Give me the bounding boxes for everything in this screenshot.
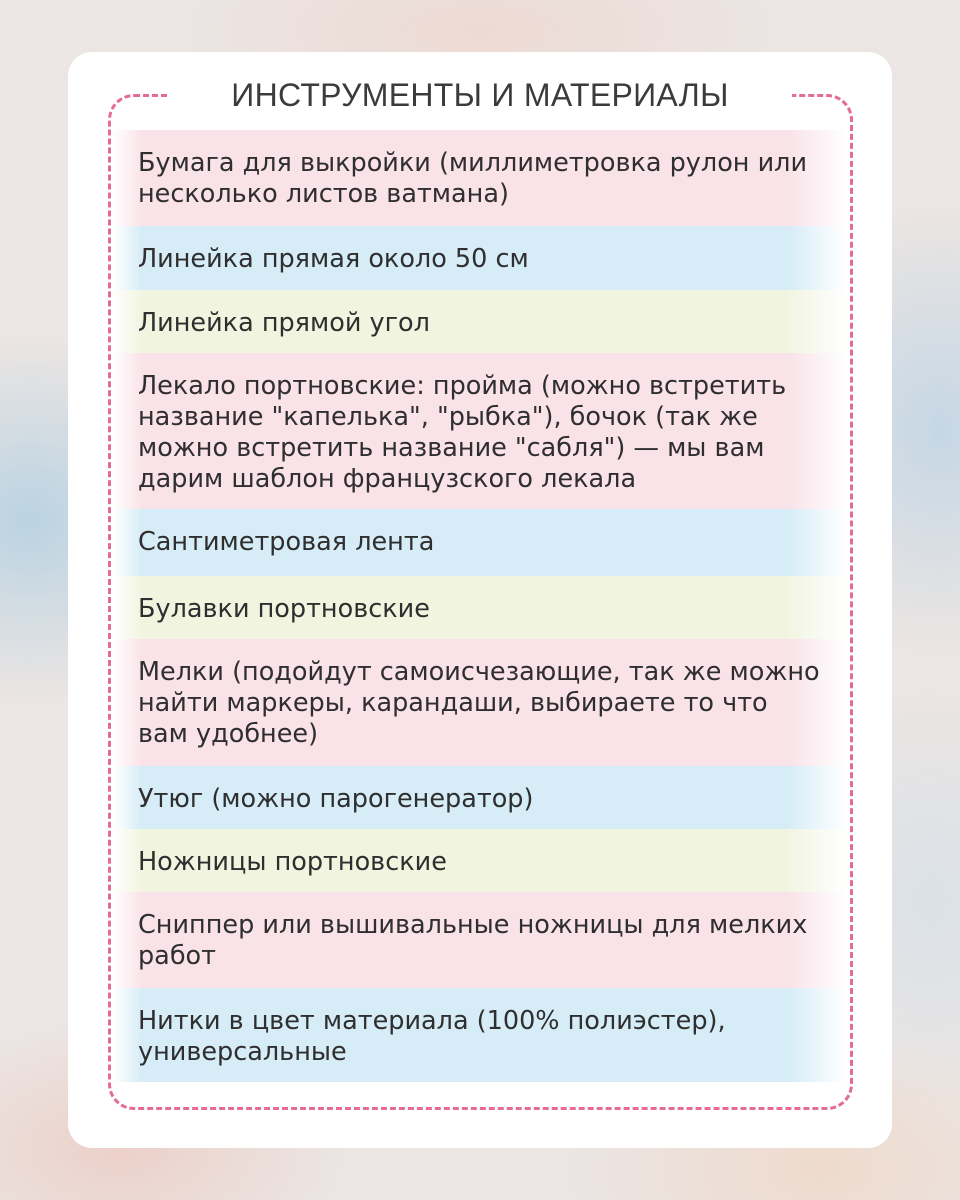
list-item-text: Линейка прямой угол [138,308,430,338]
list-item-pins [113,576,846,639]
page-title: ИНСТРУМЕНТЫ И МАТЕРИАЛЫ [168,72,792,118]
materials-list [113,130,846,1082]
list-item-text: Бумага для выкройки (миллиметровка рулон или несколько листов ватмана) [138,148,808,209]
list-item-scissors [113,829,846,892]
list-item-text: Лекало портновские: пройма (можно встретить название "капелька", "рыбка"), бочок (так же можно встретить название "сабля") — мы вам дарим шаблон французского лекала [138,371,787,494]
list-item-iron [113,766,846,829]
list-item-text: Сантиметровая лента [138,527,435,557]
list-item-text: Линейка прямая около 50 см [138,244,529,274]
list-item-tape-measure [113,509,846,576]
list-item-ruler [113,226,846,290]
list-item-square-ruler [113,290,846,353]
list-item-text: Утюг (можно парогенератор) [138,784,534,814]
list-item-text: Ножницы портновские [138,847,447,877]
materials-card [68,52,892,1148]
list-item-text: Булавки портновские [138,594,430,624]
list-item-snipper [113,892,846,988]
list-item-text: Нитки в цвет материала (100% полиэстер), универсальные [138,1006,726,1067]
list-item-text: Мелки (подойдут самоисчезающие, так же можно найти маркеры, карандаши, выбираете то что вам удобнее) [138,657,820,749]
list-item-chalk [113,639,846,766]
list-item-curves [113,353,846,509]
list-item-threads [113,988,846,1082]
list-item-text: Сниппер или вышивальные ножницы для мелких работ [138,910,808,971]
list-item-paper [113,130,846,226]
